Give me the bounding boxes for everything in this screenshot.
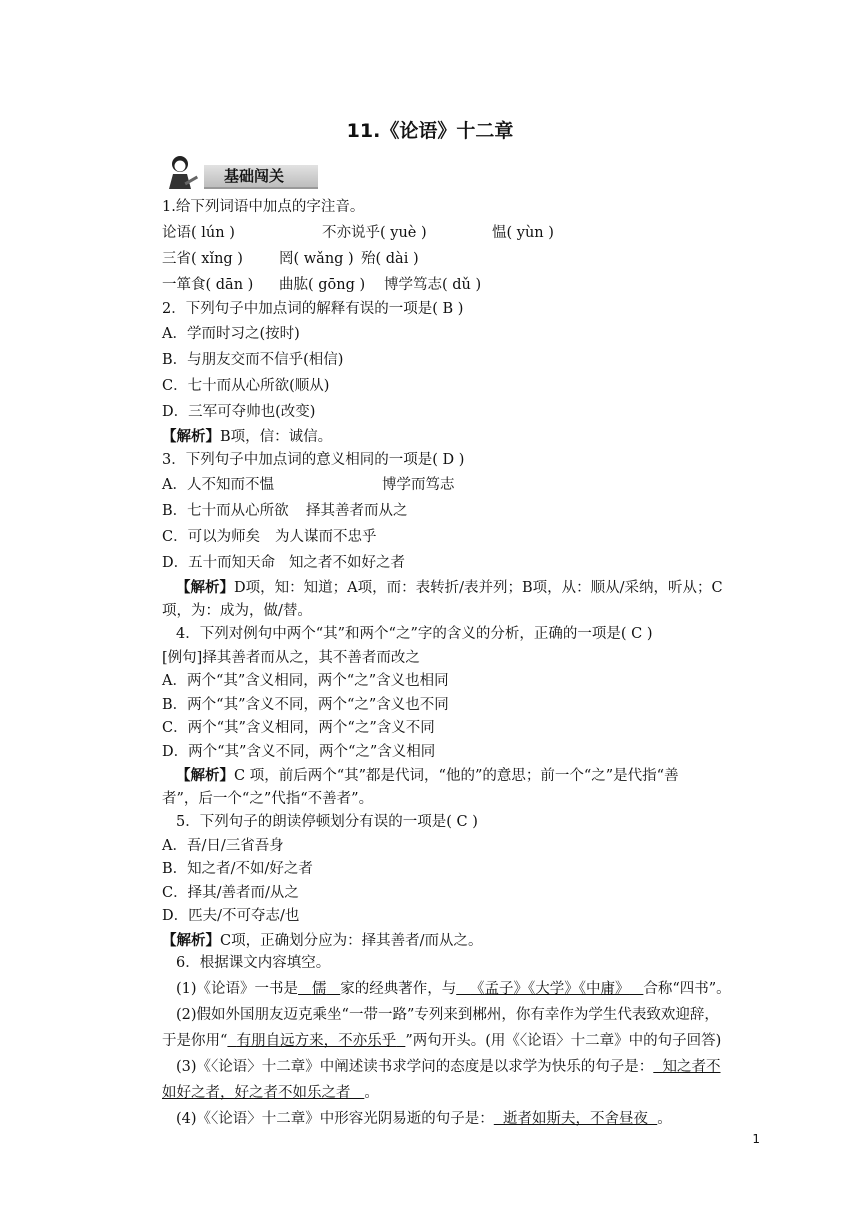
- q5-option: A．吾/日/三省吾身: [162, 837, 284, 854]
- q3-option: B．七十而从心所欲 择其善者而从之: [162, 503, 408, 519]
- q6-item-3-cont: 如好之者，好之者不如乐之者 。: [162, 1084, 379, 1101]
- q2-option: D．三军可夺帅也(改变): [162, 404, 316, 420]
- q4-example: [例句]择其善者而从之，其不善者而改之: [162, 649, 420, 666]
- q4-option: D．两个“其”含义不同，两个“之”含义相同: [162, 743, 436, 760]
- q1-item: 不亦说乎( yuè ): [322, 224, 427, 241]
- q5-option: D．匹夫/不可夺志/也: [162, 908, 300, 924]
- q1-item: 博学笃志( dǔ ): [384, 276, 482, 293]
- page-title: 11.《论语》十二章: [346, 120, 514, 142]
- q1-row: [162, 272, 732, 298]
- section-label: 基础闯关: [224, 167, 285, 185]
- q3-option: D．五十而知天命 知之者不如好之者: [162, 555, 405, 571]
- q1-item: 曲肱( gōng ): [279, 276, 366, 293]
- q2-option: C．七十而从心所欲(顺从): [162, 378, 330, 394]
- q6-stem: 6．根据课文内容填空。: [176, 955, 331, 971]
- q5-option: B．知之者/不如/好之者: [162, 861, 313, 877]
- section-banner: [160, 153, 330, 191]
- q6-item-2: (2)假如外国朋友迈克乘坐“一带一路”专列来到郴州，你有幸作为学生代表致欢迎辞，: [176, 1006, 719, 1023]
- q1-item: 一箪食( dān ): [162, 276, 254, 293]
- q1-stem: 1.给下列词语中加点的字注音。: [162, 199, 365, 215]
- q1-item: 论语( lún ): [162, 224, 235, 241]
- q6-item-2-cont: 于是你用“ 有朋自远方来，不亦乐乎 ”两句开头。(用《〈论语〉十二章》中的句子回答): [162, 1032, 722, 1049]
- q1-item: 罔( wǎng ): [279, 250, 354, 267]
- student-writing-icon: [160, 153, 204, 191]
- q1-item: 三省( xǐng ): [162, 250, 243, 267]
- q4-analysis-cont: 者”，后一个“之”代指“不善者”。: [162, 790, 374, 807]
- q4-stem: 4．下列对例句中两个“其”和两个“之”字的含义的分析，正确的一项是( C ): [176, 626, 653, 642]
- q3-analysis: 【解析】D项，知：知道；A项，而：表转折/表并列；B项，从：顺从/采纳，听从；C: [176, 579, 723, 596]
- q2-analysis: 【解析】B项，信：诚信。: [162, 428, 333, 445]
- q2-option: A．学而时习之(按时): [162, 326, 300, 342]
- page-number: 1: [752, 1132, 760, 1146]
- q2-option: B．与朋友交而不信乎(相信): [162, 352, 344, 368]
- q4-option: A．两个“其”含义相同，两个“之”含义也相同: [162, 673, 449, 689]
- q1-item: 愠( yùn ): [492, 224, 554, 241]
- q3-analysis-cont: 项，为：成为，做/替。: [162, 602, 312, 619]
- q5-analysis: 【解析】C项，正确划分应为：择其善者/而从之。: [162, 931, 483, 949]
- q2-stem: 2．下列句子中加点词的解释有误的一项是( B ): [162, 300, 464, 317]
- q6-item-3: (3)《〈论语〉十二章》中阐述读书求学问的态度是以求学为快乐的句子是： 知之者不: [176, 1058, 721, 1075]
- q1-row: [162, 246, 732, 272]
- q4-analysis: 【解析】C 项，前后两个“其”都是代词，“他的”的意思；前一个“之”是代指“善: [176, 767, 679, 784]
- q6-item-1: (1)《论语》一书是 儒 家的经典著作，与 《孟子》《大学》《中庸》 合称“四书”。: [176, 980, 731, 997]
- q1-item: 殆( dài ): [361, 250, 419, 267]
- q4-option: B．两个“其”含义不同，两个“之”含义也不同: [162, 696, 449, 713]
- q3-stem: 3．下列句子中加点词的意义相同的一项是( D ): [162, 451, 465, 468]
- q3-option: C．可以为师矣 为人谋而不忠乎: [162, 529, 377, 545]
- q1-row: [162, 220, 732, 246]
- q5-stem: 5．下列句子的朗读停顿划分有误的一项是( C ): [176, 814, 478, 830]
- q5-option: C．择其/善者而/从之: [162, 884, 299, 901]
- q6-item-4: (4)《〈论语〉十二章》中形容光阴易逝的句子是： 逝者如斯夫，不舍昼夜 。: [176, 1110, 672, 1127]
- q4-option: C．两个“其”含义相同，两个“之”含义不同: [162, 720, 435, 736]
- q3-option: A．人不知而不愠 博学而笃志: [162, 477, 455, 493]
- question-list: [162, 196, 732, 1132]
